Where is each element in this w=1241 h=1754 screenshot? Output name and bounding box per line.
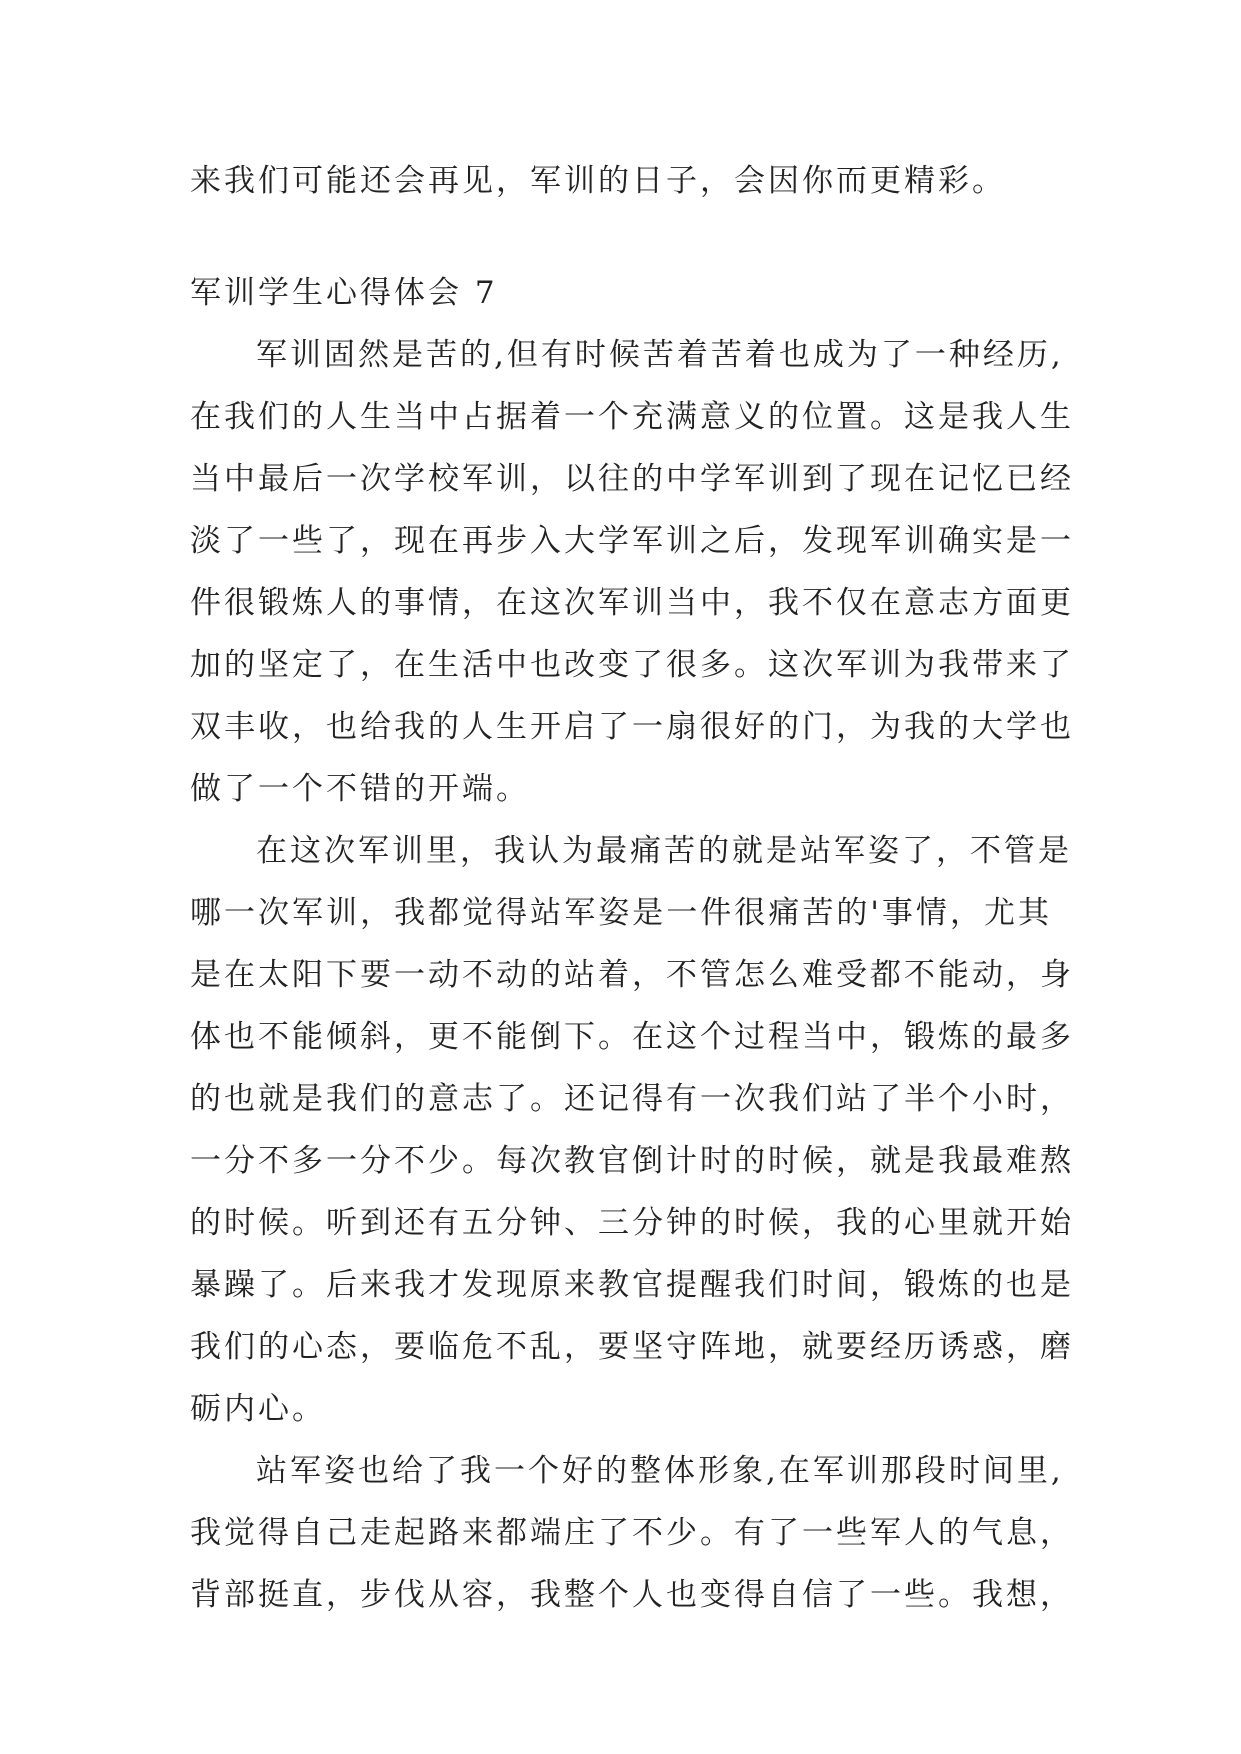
paragraph-line: 哪一次军训，我都觉得站军姿是一件很痛苦的'事情，尤其 [190,895,1052,931]
section-gap [190,212,1052,262]
carryover-line: 来我们可能还会再见，军训的日子，会因你而更精彩。 [190,163,1006,199]
paragraph-line: 我觉得自己走起路来都端庄了不少。有了一些军人的气息， [190,1515,1074,1551]
paragraph-1 [190,324,1074,820]
paragraph-line: 的时候。听到还有五分钟、三分钟的时候，我的心里就开始 [190,1205,1074,1241]
paragraph-line: 是在太阳下要一动不动的站着，不管怎么难受都不能动，身 [190,957,1074,993]
paragraph-line: 当中最后一次学校军训，以往的中学军训到了现在记忆已经 [190,461,1074,497]
paragraph-line: 件很锻炼人的事情，在这次军训当中，我不仅在意志方面更 [190,585,1074,621]
paragraph-line: 在这次军训里，我认为最痛苦的就是站军姿了，不管是 [256,833,1072,869]
paragraph-line: 的也就是我们的意志了。还记得有一次我们站了半个小时， [190,1081,1074,1117]
section-heading: 军训学生心得体会 7 [190,275,498,311]
paragraph-line: 站军姿也给了我一个好的整体形象,在军训那段时间里, [256,1453,1064,1489]
document-page [190,150,1074,1626]
paragraph-line: 一分不多一分不少。每次教官倒计时的时候，就是我最难熬 [190,1143,1074,1179]
paragraph-line: 军训固然是苦的,但有时候苦着苦着也成为了一种经历, [256,337,1064,373]
paragraph-3 [190,1440,1074,1626]
paragraph-line: 我们的心态，要临危不乱，要坚守阵地，就要经历诱惑，磨 [190,1329,1074,1365]
paragraph-line: 砺内心。 [190,1391,326,1427]
paragraph-line: 体也不能倾斜，更不能倒下。在这个过程当中，锻炼的最多 [190,1019,1074,1055]
paragraph-line: 在我们的人生当中占据着一个充满意义的位置。这是我人生 [190,399,1074,435]
paragraph-line: 双丰收，也给我的人生开启了一扇很好的门，为我的大学也 [190,709,1074,745]
paragraph-line: 暴躁了。后来我才发现原来教官提醒我们时间，锻炼的也是 [190,1267,1074,1303]
paragraph-line: 背部挺直，步伐从容，我整个人也变得自信了一些。我想， [190,1577,1074,1613]
paragraph-line: 淡了一些了，现在再步入大学军训之后，发现军训确实是一 [190,523,1074,559]
paragraph-line: 加的坚定了，在生活中也改变了很多。这次军训为我带来了 [190,647,1074,683]
paragraph-line: 做了一个不错的开端。 [190,771,530,807]
paragraph-2 [190,820,1074,1440]
